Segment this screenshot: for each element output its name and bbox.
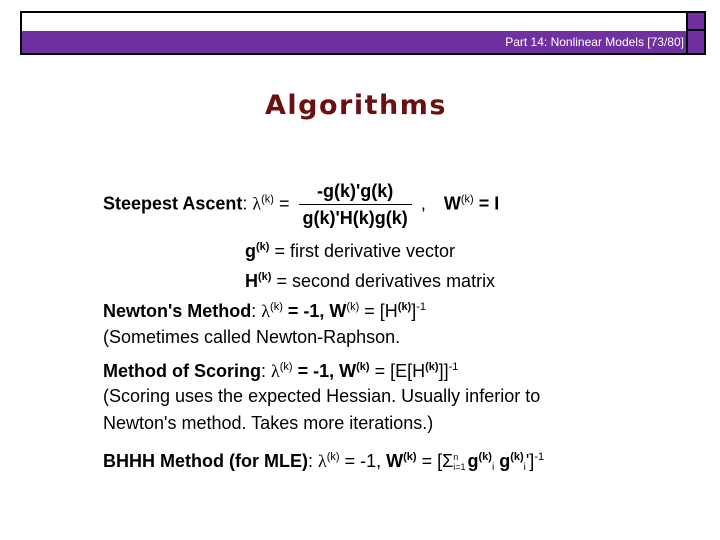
w-symbol: W: [443, 193, 461, 214]
bhhh-method-row: BHHH Method (for MLE): $\lambda^{(k)} = -1$, $W^{(k)} = [\Sigma$ n i=1 $g^{(k)}_i$ $g^{(k)}_i']^{-1}$: [103, 451, 545, 473]
newton-method-row: Newton's Method: $\lambda^{(k)} = -1$, $W^{(k)} = [H^{(k)}]^{-1}$: [103, 301, 427, 321]
newton-method-label: Newton's Method: [103, 301, 252, 321]
fraction-denominator: g(k)'H(k)g(k): [302, 208, 408, 228]
steepest-ascent-label: Steepest Ascent: [103, 193, 243, 214]
lambda-symbol: λ: [252, 193, 262, 214]
step-fraction: [299, 180, 412, 229]
hessian-definition: $H^{(k)}$ = second derivatives matrix: [245, 271, 496, 291]
gradient-definition: $g^{(k)}$ = first derivative vector: [245, 241, 456, 261]
scoring-note-line-2: Newton's method. Takes more iterations.): [103, 413, 434, 433]
header-band: [22, 31, 688, 53]
newton-note: (Sometimes called Newton-Raphson.: [103, 327, 401, 347]
slide-header: [20, 11, 706, 55]
method-of-scoring-row: Method of Scoring: $\lambda^{(k)} = -1$, $W^{(k)} = [E[H^{(k)}]]^{-1}$: [103, 361, 459, 381]
scoring-note-line-1: (Scoring uses the expected Hessian. Usually inferior to: [103, 386, 541, 406]
fraction-numerator: -g(k)'g(k): [299, 180, 412, 205]
identity-rhs: = I: [478, 193, 500, 214]
slide-label: Part 14: Nonlinear Models [73/80]: [505, 35, 684, 49]
bhhh-label: BHHH Method (for MLE): [103, 451, 308, 471]
steepest-ascent-row: Steepest Ascent: $\lambda^{(k)}$ = $\frac{-g(k)'g(k)}{g(k)'H(k)g(k)}$ , $W^{(k)} = I$: [103, 181, 500, 228]
scoring-label: Method of Scoring: [103, 361, 261, 381]
header-side-block: [686, 13, 704, 53]
header-top-strip: [22, 13, 688, 31]
sum-symbol: = [Σ: [421, 451, 454, 471]
slide-title: Algorithms: [265, 90, 447, 121]
